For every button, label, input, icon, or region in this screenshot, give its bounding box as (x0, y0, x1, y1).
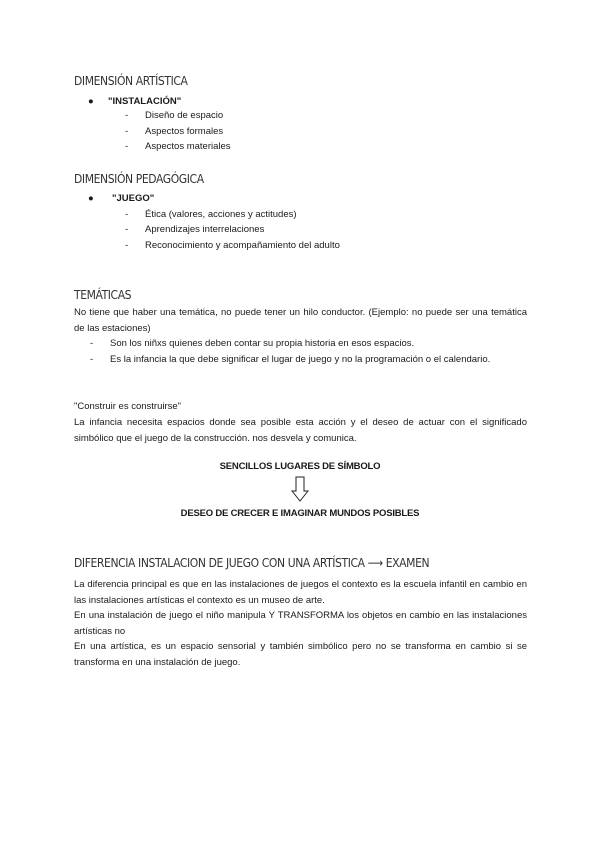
list-item (90, 354, 490, 365)
bullet-dot: ● (88, 96, 94, 107)
dash-marker: - (125, 224, 129, 235)
list-item-text: Aprendizajes interrelaciones (145, 224, 265, 235)
heading-dimension-pedagogica: DIMENSIÓN PEDAGÓGICA (74, 172, 204, 186)
paragraph-diferencia-3: En una artística, es un espacio sensorial y también simbólico pero no se transforma en cambio si se transforma en una instalación de juego. (74, 641, 527, 668)
paragraph-tematicas: No tiene que haber una temática, no puede tener un hilo conductor. (Ejemplo: no puede ser una temática de las estaciones) (74, 307, 527, 334)
list-item-text: Son los niñxs quienes deben contar su propia historia en esos espacios. (110, 338, 415, 349)
paragraph-construir: La infancia necesita espacios donde sea posible esta acción y el deseo de actuar con el significado simbólico que el juego de la construcción. nos desvela y comunica. (74, 417, 527, 444)
list-item (125, 209, 297, 220)
bullet-label: "JUEGO" (112, 193, 155, 204)
dash-marker: - (90, 354, 94, 365)
heading-diferencia: DIFERENCIA INSTALACION DE JUEGO CON UNA ARTÍSTICA ⟶ EXAMEN (74, 556, 430, 570)
dash-marker: - (125, 240, 129, 251)
bullet-juego (88, 193, 154, 204)
list-item-text: Aspectos formales (145, 126, 224, 137)
list-item (125, 126, 223, 137)
list-item-text: Reconocimiento y acompañamiento del adulto (145, 240, 340, 251)
diagram-top-label: SENCILLOS LUGARES DE SÍMBOLO (219, 461, 381, 472)
list-item-text: Ética (valores, acciones y actitudes) (145, 209, 297, 220)
bullet-label: "INSTALACIÓN" (108, 96, 182, 107)
dash-marker: - (125, 126, 129, 137)
quote-construir: "Construir es construirse" (74, 401, 182, 412)
dash-marker: - (90, 338, 94, 349)
diagram-bottom-label: DESEO DE CRECER E IMAGINAR MUNDOS POSIBLES (180, 508, 420, 519)
bullet-dot: ● (88, 193, 94, 204)
list-item (125, 240, 340, 251)
list-item-text: Aspectos materiales (145, 141, 231, 152)
list-item (125, 141, 231, 152)
bullet-instalacion (88, 96, 181, 107)
dash-marker: - (125, 110, 129, 121)
heading-tematicas: TEMÁTICAS (74, 288, 132, 302)
list-item-text: Diseño de espacio (145, 110, 224, 121)
heading-dimension-artistica: DIMENSIÓN ARTÍSTICA (74, 74, 188, 88)
dash-marker: - (125, 209, 129, 220)
paragraph-diferencia-2: En una instalación de juego el niño manipula Y TRANSFORMA los objetos en cambio en las instalaciones artísticas no (74, 610, 527, 637)
list-item (125, 224, 264, 235)
arrow-down-icon (291, 476, 309, 502)
list-item (125, 110, 223, 121)
list-item-text: Es la infancia la que debe significar el lugar de juego y no la programación o el calendario. (110, 354, 491, 365)
list-item (90, 338, 414, 349)
paragraph-diferencia-1: La diferencia principal es que en las instalaciones de juegos el contexto es la escuela infantil en cambio en las instalaciones artísticas el contexto es un museo de arte. (74, 579, 527, 606)
dash-marker: - (125, 141, 129, 152)
